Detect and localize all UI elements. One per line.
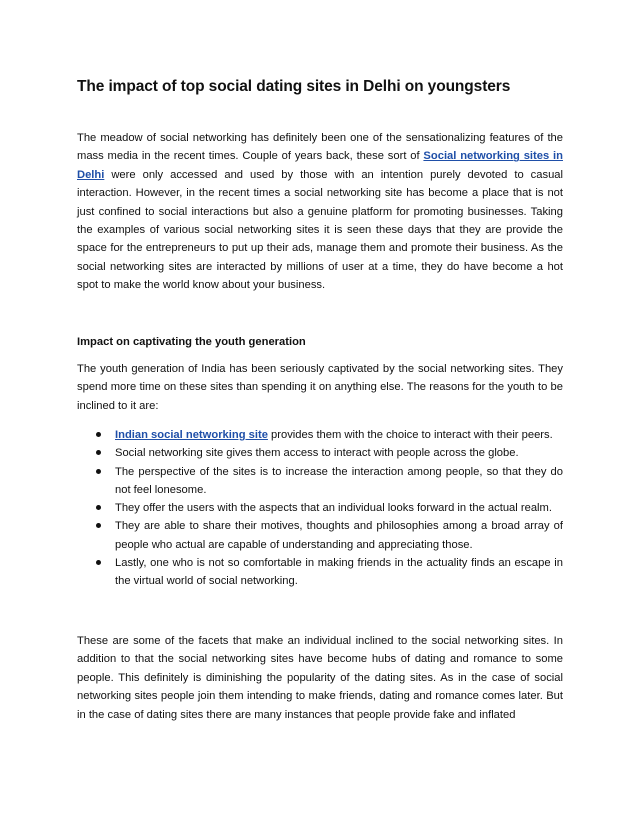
intro-text-after-link: were only accessed and used by those with an intention purely devoted to casual interaction. However, in the recent times a social networking site has become a place that is not just confined to social interactions but also a genuine platform for promoting businesses. Taking the examples of various social networking sites it is seen these days that they are provide the space for the entrepreneurs to put up their ads, manage them and promote their business. As the social networking sites are interacted by millions of user at a time, they do have become a hot spot to make the world know about your business.	[77, 168, 563, 292]
social-networking-sites-delhi-link[interactable]: Social networking sites in Delhi	[77, 150, 563, 181]
intro-paragraph	[77, 129, 563, 295]
bullet-icon	[96, 432, 101, 437]
closing-paragraph: These are some of the facets that make an individual inclined to the social networking sites. In addition to that the social networking sites have become hubs of dating and romance to some people. This definitely is diminishing the popularity of the dating sites. As in the case of social networking sites people join them intending to make friends, dating and romance comes later. But in the case of dating sites there are many instances that people provide fake and inflated	[77, 635, 563, 721]
youth-paragraph: The youth generation of India has been seriously captivated by the social networking sites. They spend more time on these sites than spending it on anything else. The reasons for the youth to be inclined to it are:	[77, 363, 563, 412]
list-item-text: provides them with the choice to interact with their peers.	[267, 429, 553, 441]
list-item	[77, 444, 563, 462]
bullet-icon	[96, 560, 101, 565]
list-item-text: The perspective of the sites is to increase the interaction among people, so that they do not feel lonesome.	[115, 465, 563, 496]
list-item	[77, 554, 563, 591]
bullet-icon	[96, 523, 101, 528]
bullet-icon	[96, 505, 101, 510]
document-title: The impact of top social dating sites in Delhi on youngsters	[77, 78, 511, 95]
bullet-icon	[96, 469, 101, 474]
section-heading: Impact on captivating the youth generation	[77, 336, 306, 348]
intro-text-before-link: The meadow of social networking has definitely been one of the sensationalizing features of the mass media in the recent times. Couple of years back, these sort of	[77, 132, 563, 163]
list-item	[77, 499, 563, 517]
list-item-text: Social networking site gives them access to interact with people across the globe.	[115, 447, 519, 460]
bullet-icon	[96, 450, 101, 455]
list-item	[77, 426, 563, 444]
list-item	[77, 517, 563, 554]
list-item-text: They offer the users with the aspects that an individual looks forward in the actual realm.	[115, 502, 552, 515]
list-item-text: They are able to share their motives, thoughts and philosophies among a broad array of people who actual are capable of understanding and appreciating those.	[115, 520, 563, 551]
list-item	[77, 463, 563, 500]
indian-social-networking-site-link[interactable]: Indian social networking site	[115, 429, 268, 441]
list-item-text: Lastly, one who is not so comfortable in making friends in the actuality finds an escape in the virtual world of social networking.	[115, 557, 563, 588]
reasons-list	[77, 426, 563, 591]
